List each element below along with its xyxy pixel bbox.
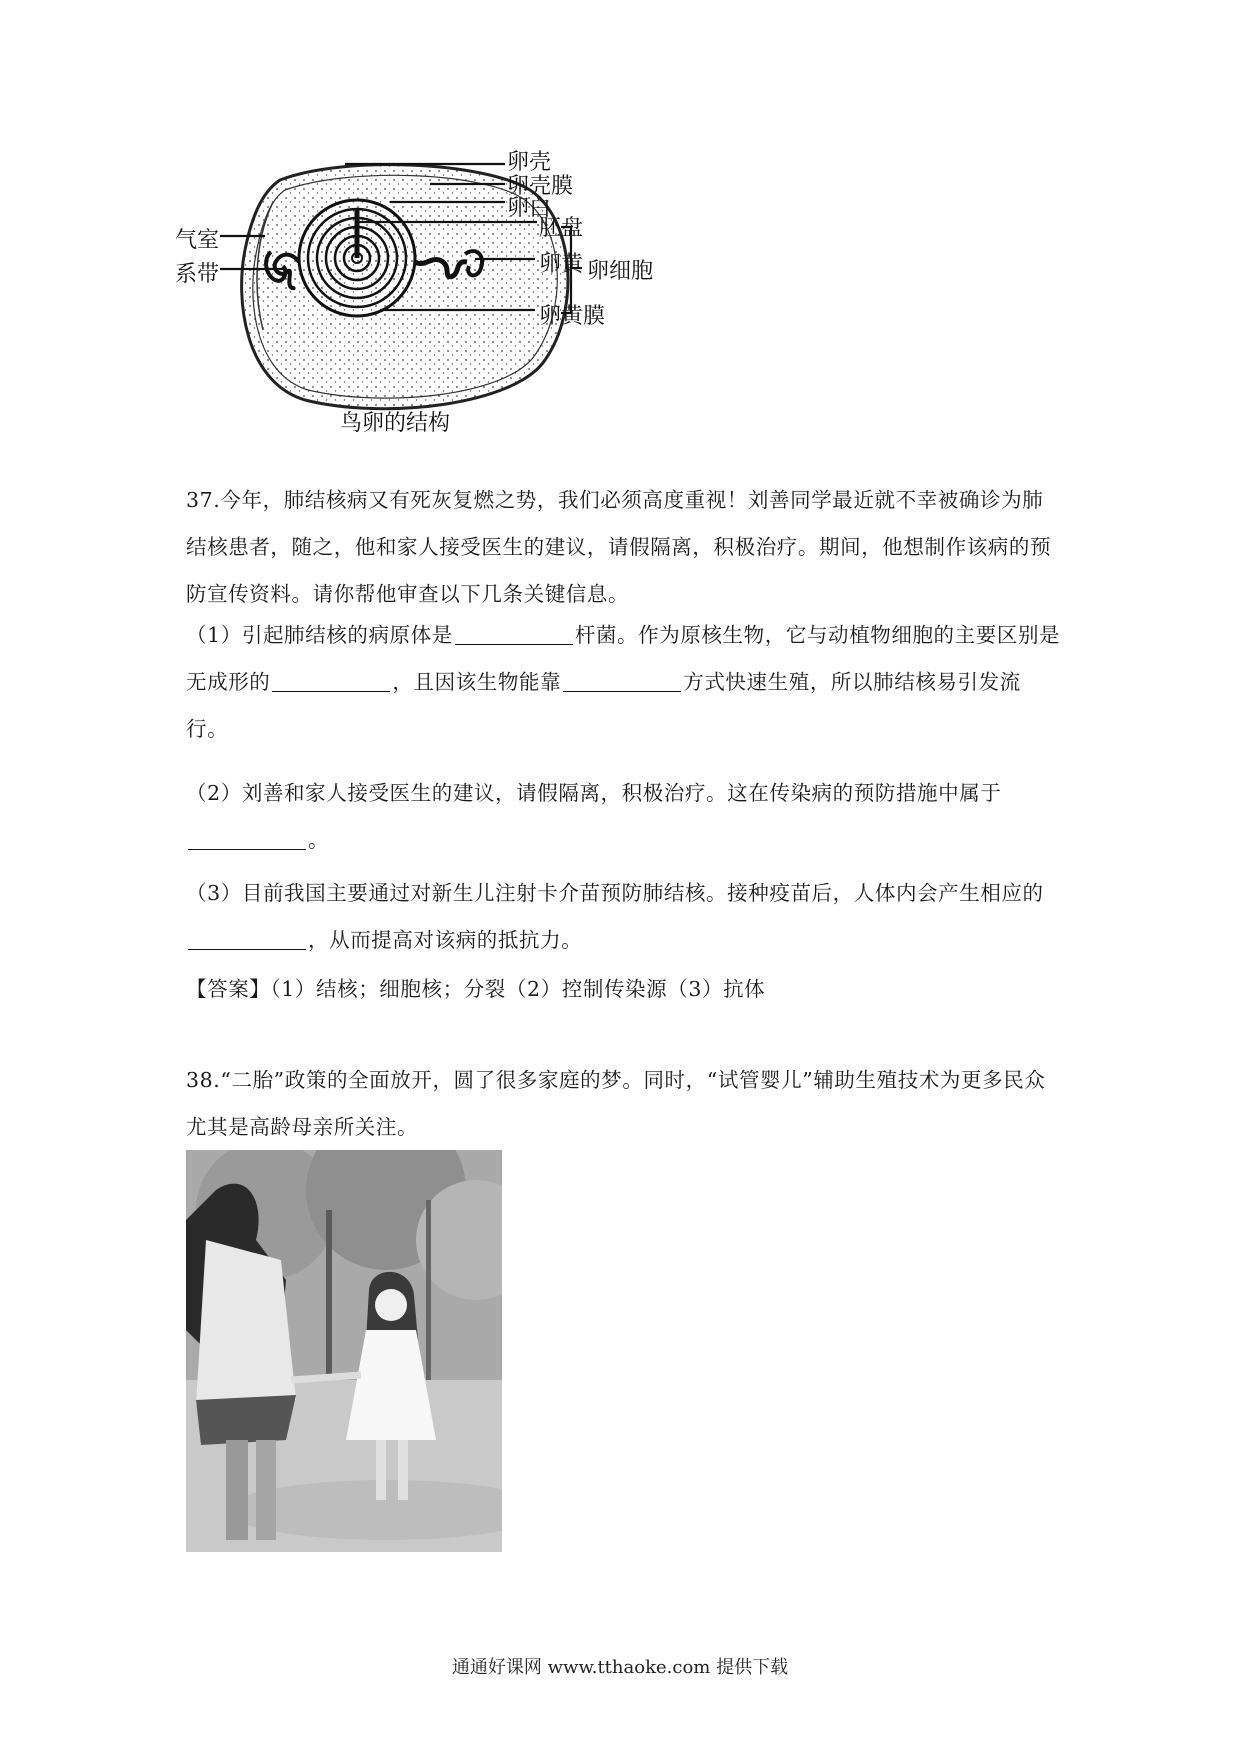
q37-part1-text-b: 杆菌。作为原核生物，它与动植物细胞的主要区别是无成形的 [186,623,1061,694]
label-yolk-membrane: 卵黄膜 [539,304,606,329]
label-germinal-disc: 胚盘 [539,216,584,241]
label-egg-cell: 卵细胞 [587,259,654,284]
label-shell: 卵壳 [507,150,552,175]
q37-part1-text-a: （1）引起肺结核的病原体是 [186,623,453,647]
q37-part3-text-b: ，从而提高对该病的抵抗力。 [308,928,583,952]
answer-blank-5[interactable] [188,927,306,950]
label-yolk: 卵黄 [539,252,584,277]
q37-part2-text-b: 。 [308,828,330,852]
answer-tag: 【答案】 [186,977,271,1001]
q37-part3 [186,870,1061,964]
q37-part1 [186,612,1061,753]
answer-blank-1[interactable] [455,622,573,645]
label-air-cell: 气室 [175,228,220,253]
q37-part2 [186,770,1061,864]
answer-blank-3[interactable] [563,669,681,692]
answer-text: （1）结核；细胞核；分裂（2）控制传染源（3）抗体 [270,977,766,1001]
q37-part2-text-a: （2）刘善和家人接受医生的建议，请假隔离，积极治疗。这在传染病的预防措施中属于 [186,781,1002,805]
egg-diagram [185,150,785,440]
label-shell-membrane: 卵壳膜 [507,174,574,199]
answer-blank-4[interactable] [188,827,306,850]
q37-part1-text-d: 方式快速生殖，所以肺结核易引发流行。 [186,670,1021,741]
photo-illustration [186,1150,502,1552]
mother-daughter-photo [186,1150,502,1552]
q37-intro: 37.今年，肺结核病又有死灰复燃之势，我们必须高度重视！刘善同学最近就不幸被确诊为肺结核患者，随之，他和家人接受医生的建议，请假隔离，积极治疗。期间，他想制作该病的预防宣传资料。请你帮他审查以下几条关键信息。 [186,488,1052,606]
q37-answer [186,966,1061,1013]
q37-part3-text-a: （3）目前我国主要通过对新生儿注射卡介苗预防肺结核。接种疫苗后，人体内会产生相应的 [186,881,1044,905]
page-footer: 通通好课网 www.tthaoke.com 提供下载 [451,1657,789,1678]
answer-blank-2[interactable] [272,669,390,692]
label-chalaza: 系带 [175,262,220,287]
egg-structure-figure [175,150,785,440]
label-albumen: 卵白 [507,196,552,221]
q37-part1-text-c: ，且因该生物能靠 [392,670,562,694]
q38-intro: 38.“二胎”政策的全面放开，圆了很多家庭的梦。同时，“试管婴儿”辅助生殖技术为更多民众尤其是高龄母亲所关注。 [186,1068,1046,1139]
figure-caption: 鸟卵的结构 [340,411,451,436]
